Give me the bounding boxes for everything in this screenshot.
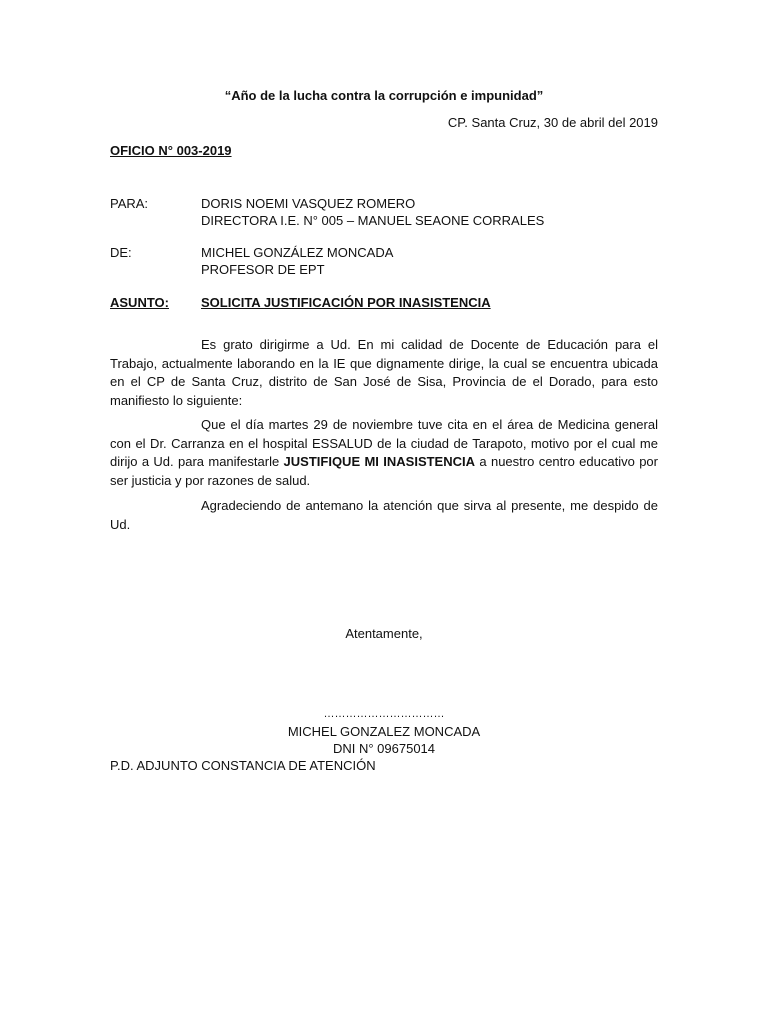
body-paragraph-1-text: Es grato dirigirme a Ud. En mi calidad de Docente de Educación para el Trabajo, actualmente laborando en la IE que dignamente dirige, la cual se encuentra ubicada en el CP de Santa Cruz, distrito de San José de Sisa, Provincia de el Dorado, para esto manifiesto lo siguiente: bbox=[110, 337, 658, 408]
document-motto: “Año de la lucha contra la corrupción e impunidad” bbox=[224, 88, 544, 103]
body-paragraph-1 bbox=[110, 336, 658, 410]
body-paragraph-2-tail: a nuestro centro educativo por ser justicia y por razones de salud. bbox=[110, 454, 658, 488]
asunto-value: SOLICITA JUSTIFICACIÓN POR INASISTENCIA bbox=[201, 295, 491, 310]
body-paragraph-3 bbox=[110, 497, 658, 534]
signature-line: …………………………… bbox=[323, 708, 445, 720]
asunto-label: ASUNTO: bbox=[110, 295, 169, 310]
signer-name: MICHEL GONZALEZ MONCADA bbox=[287, 724, 481, 739]
oficio-number: OFICIO N° 003-2019 bbox=[110, 143, 232, 158]
de-label: DE: bbox=[110, 245, 132, 260]
para-label: PARA: bbox=[110, 196, 149, 211]
body-paragraph-2-text: Que el día martes 29 de noviembre tuve cita en el área de Medicina general con el Dr. Carranza en el hospital ESSALUD de la ciudad de Tarapoto, motivo por el cual me dirijo a Ud. para manifestarle bbox=[110, 417, 658, 469]
sender-name: MICHEL GONZÁLEZ MONCADA bbox=[201, 245, 394, 260]
postscript: P.D. ADJUNTO CONSTANCIA DE ATENCIÓN bbox=[110, 758, 376, 773]
date-line: CP. Santa Cruz, 30 de abril del 2019 bbox=[447, 115, 658, 130]
body-paragraph-3-text: Agradeciendo de antemano la atención que sirva al presente, me despido de Ud. bbox=[110, 498, 658, 532]
body-paragraph-2-bold: JUSTIFIQUE MI INASISTENCIA bbox=[283, 454, 476, 469]
body-paragraph-2 bbox=[110, 416, 658, 490]
recipient-title: DIRECTORA I.E. N° 005 – MANUEL SEAONE CORRALES bbox=[201, 213, 545, 228]
closing-salutation: Atentamente, bbox=[345, 626, 423, 641]
sender-title: PROFESOR DE EPT bbox=[201, 262, 325, 277]
recipient-name: DORIS NOEMI VASQUEZ ROMERO bbox=[201, 196, 416, 211]
signer-dni: DNI N° 09675014 bbox=[332, 741, 436, 756]
